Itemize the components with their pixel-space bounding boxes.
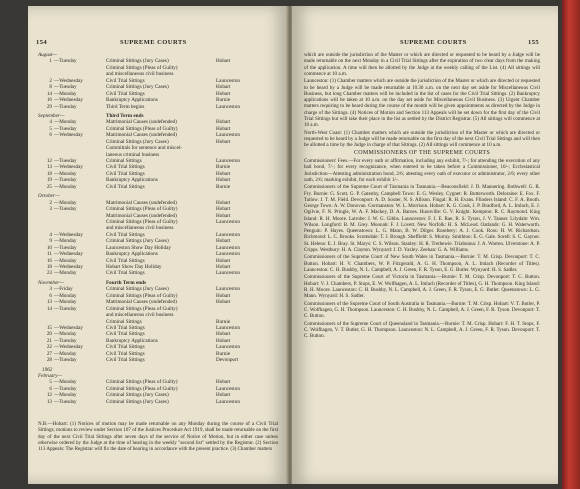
schedule-place: Hobart — [216, 170, 231, 177]
schedule-event: Civil Trial Sittings — [106, 331, 145, 338]
schedule-event: Civil Trial Sittings — [106, 270, 145, 277]
schedule-weekday: —Tuesday — [54, 206, 77, 213]
schedule-weekday: —Tuesday — [54, 84, 77, 91]
schedule-place: Hobart — [216, 238, 231, 245]
schedule-place: Hobart — [216, 264, 231, 270]
schedule-day: 27 — [46, 350, 52, 357]
schedule-weekday: —Tuesday — [54, 385, 77, 392]
schedule-weekday: —Wednesday — [54, 264, 83, 270]
schedule-event: Criminal Sittings (Jury Cases) — [106, 392, 169, 399]
schedule-weekday: —Monday — [54, 299, 77, 306]
schedule-event: Criminal Sittings (Jury Cases) — [106, 398, 169, 405]
schedule-day: 13 — [46, 398, 52, 405]
schedule-day: 6 — [49, 132, 52, 139]
schedule-place: Hobart — [216, 84, 231, 91]
schedule-weekday: —Monday — [54, 170, 77, 177]
schedule-weekday: —Monday — [54, 392, 77, 399]
schedule-place: Launceston — [216, 231, 240, 238]
schedule-place: Launceston — [216, 286, 240, 293]
schedule-day: 11 — [47, 251, 52, 258]
schedule-event: laneous criminal business — [106, 151, 160, 158]
schedule-day: 25 — [46, 183, 52, 190]
schedule-event: Civil Trial Sittings — [106, 231, 145, 238]
schedule-event: and miscellaneous civil business — [106, 225, 174, 232]
schedule-day: 22 — [46, 344, 52, 351]
schedule-place: Burnie — [216, 350, 231, 357]
left-page-number: 154 — [36, 39, 48, 46]
year-heading: 1962 — [42, 366, 53, 373]
schedule-place: Launceston — [216, 132, 240, 139]
schedule-weekday: —Monday — [54, 331, 77, 338]
hobart-notes-text: N.B.—Hobart: (1) Notices of motion may be made returnable on any Monday during the course of a Civil Trial Sittings; motions to review under Section 107 of the Justices Procedure Act 1919, shall be made returnable on the first day of the next Civil Trial Sittings after seven days of the service of Notice of Motion, but in either case unless otherwise ordered by the Judge at the time of hearing in the weekly "second list" settled by the Registrar. (2) Section 113 Appeals: The Registrar will fix the date of hearing in accordance with the present practice. (3) Chamber matters — [38, 421, 278, 452]
schedule-day: 1 — [49, 58, 52, 65]
schedule-place: Launceston — [216, 244, 240, 251]
schedule-event: Third Term begins — [106, 103, 145, 110]
schedule-event: Committals for sentence and miscel- — [106, 145, 183, 152]
schedule-day: 29 — [46, 103, 52, 110]
schedule-event: Matrimonial Causes (undefended) — [106, 199, 177, 206]
chamber-matters-hobart: which are outside the jurisdiction of the Master or which are directed or requested to be heard by a Judge will be made returnable on the next Monday in a Civil Trial Sittings after the expiration of two clear days from the making of the application. A time will then be allotted by the Judge at the weekly calling of the List. (4) All sittings will commence at 10 a.m. — [304, 52, 540, 77]
schedule-weekday: —Monday — [54, 199, 77, 206]
schedule-event: Criminal Sittings (Jury Cases) — [106, 58, 169, 65]
schedule-event: Criminal Sittings (Pleas of Guilty) — [106, 64, 178, 71]
red-book-edge — [562, 0, 580, 489]
schedule-weekday: —Tuesday — [54, 177, 77, 184]
schedule-day: 28 — [46, 357, 52, 364]
schedule-event: Criminal Sittings — [106, 318, 142, 325]
schedule-event: Criminal Sittings (Jury Cases) — [106, 84, 169, 91]
schedule-event: Criminal Sittings (Pleas of Guilty) — [106, 206, 178, 213]
schedule-event: Matrimonial Causes (undefended) — [106, 132, 177, 139]
schedule-place: Hobart — [216, 392, 231, 399]
schedule-place: Hobart — [216, 257, 231, 264]
schedule-place: Launceston — [216, 77, 240, 84]
schedule-event: Criminal Sittings (Pleas of Guilty) — [106, 292, 178, 299]
month-heading: February— — [38, 373, 63, 379]
north-west-coast-notes: North-West Coast: (1) Chamber matters which are outside the jurisdiction of the Master or which are directed or requested to be heard by a Judge will be made returnable on the first day of the next Civil Trial Sittings and will then be allotted a time by the Judge in charge of that Sittings. (2) All sittings will commence at 10 a.m. — [304, 129, 540, 149]
schedule-day: 16 — [46, 257, 52, 264]
schedule-day: 3 — [49, 286, 52, 293]
schedule-event: Civil Trial Sittings — [106, 164, 145, 171]
schedule-weekday: —Tuesday — [54, 103, 77, 110]
schedule-place: Burnie — [216, 164, 231, 171]
schedule-event: Criminal Sittings — [106, 158, 142, 164]
schedule-day: 12 — [46, 158, 52, 164]
month-heading: October— — [38, 193, 60, 200]
launceston-notes: Launceston: (1) Chamber matters which are outside the jurisdiction of the Master or which are directed or requested to be heard by a Judge will be made returnable at 10.30 a.m. on the next day set aside for Miscellaneous Civil Business, but long Chamber matters will be included in the list of cases for the Civil Trial Sittings. (2) Bankruptcy applications will be taken at 10 a.m. on the day set aside for Miscellaneous Civil Business. (3) Urgent Chamber matters requiring to be heard during the course of the month will be given appointments as directed by the Judge in charge of the Sittings. (4) Notices of Motion and Section 113 Appeals will be set down for the first day of the Civil Trial Sittings but will take their place in the list as settled by the District Registrar. (5) All sittings will commence at 10 a.m. — [304, 78, 540, 129]
schedule-day: 8 — [49, 84, 52, 91]
schedule-day: 21 — [46, 337, 52, 344]
month-heading: November— — [38, 279, 64, 286]
schedule-place: Hobart — [216, 379, 231, 386]
schedule-event: Civil Trial Sittings — [106, 357, 145, 364]
schedule-place: Launceston — [216, 385, 240, 392]
schedule-weekday: —Wednesday — [54, 231, 83, 238]
schedule-place: Devonport — [216, 357, 239, 364]
schedule-day: 6 — [49, 385, 52, 392]
schedule-place: Burnie — [216, 97, 231, 104]
schedule-event: Civil Trial Sittings — [106, 344, 145, 351]
schedule-day: 3 — [49, 206, 52, 213]
schedule-place: Burnie — [216, 183, 231, 190]
schedule-weekday: —Wednesday — [54, 251, 83, 258]
schedule-day: 4 — [49, 119, 52, 126]
schedule-day: 4 — [49, 231, 52, 238]
schedule-place: Hobart — [216, 199, 231, 206]
schedule-event: Criminal Sittings (Pleas of Guilty) — [106, 379, 178, 386]
schedule-day: 19 — [46, 177, 52, 184]
schedule-place: Hobart — [216, 90, 231, 97]
schedule-event: Civil Trial Sittings — [106, 350, 145, 357]
schedule-weekday: —Tuesday — [54, 158, 77, 164]
commissioners-fees: Commissioners' Fees.—For every oath or affirmation, including any exhibit, 7/-; for attending the execution of any bail bond, 7/-; for every recognizance, when entered to be taken before a Commissioner, 10/-; Ecclesiastical Jurisdiction—Attesting administration bond, 2/6; attesting every oath of executor or administrator, 2/6; every other oath, 2/6; marking exhibit, for each exhibit 1/-. — [304, 158, 540, 183]
schedule-weekday: —Monday — [54, 379, 77, 386]
schedule-event: Matrimonial Causes (undefended) — [106, 119, 177, 126]
schedule-event: Bankruptcy Applications — [106, 337, 158, 344]
schedule-event: Matrimonial Causes (undefended) — [106, 212, 177, 219]
commissioners-nsw: Commissioners of the Supreme Court of New South Wales in Tasmania.—Burnie: T. M. Crisp. Devonport: T. C. Button. Hobart: H. V. Chambers, W. P. Fitzgerald, A. G. H. Thompson, A. L. Imlach (Recorder of Titles). Launceston: C. H. Bushby, N. L. Campbell, A. J. Green, F. R. Tyson, E. G. Butler. Wynyard: H. S. Sadler. — [304, 254, 540, 273]
schedule-event: Criminal Sittings (Jury Cases) — [106, 238, 169, 245]
schedule-event: Bankruptcy Applications — [106, 97, 158, 104]
schedule-day: 2 — [49, 199, 52, 206]
schedule-place: Launceston — [216, 218, 240, 225]
schedule-place: Hobart — [216, 212, 231, 219]
schedule-weekday: —Monday — [54, 257, 77, 264]
court-schedule — [38, 52, 283, 405]
schedule-day: 13 — [46, 299, 52, 306]
schedule-day: 13 — [46, 164, 52, 171]
schedule-row — [38, 399, 283, 405]
schedule-weekday: —Tuesday — [54, 305, 77, 312]
schedule-event: Criminal Sittings (Pleas of Guilty) — [106, 125, 178, 132]
term-heading: Third Term ends — [106, 112, 144, 119]
commissioners-tasmania: Commissioners of the Supreme Court of Tasmania in Tasmania.—Beaconsfield: J. D. Mannering. Bothwell: G. R. Fry. Burnie: G. Scott, G. P. Gatenby, Campbell Town: E. G. Wesley. Cygnet: R. Butterworth. Deloraine: E. Fox. F. Tatlow. J. T. M. Field. Devonport: A. D. Souter, N. S. Allison. Fingal: R. H. Evans. Flinders Island: C. F. A. Booth. George Town: A. W. Donovan. Gormanston: W. L. Morrison. Hobart: K. G. Cook, J. P. Bradford, A. L. Imlach, E. J. Ogilvie, F. N. Pringle, W. A. F. Mackey, D. A. Barnes. Huonville: G. V. Knight. Kempton: R. C. Raymond. King Island: R. H. Moore. Latrobe: J. W. G. Gibbs. Launceston: F. J. E. Rae, R. S. Tyson, J. V. Tanner. Lilydale: Wm. Wilson. Longford: B. M. Grey. Moonah: F. J. Lovett. New Norfolk: H. S. McLeod. Oatlands: G. H. Waterworth. Penguin: P. Hayes. Queenstown: L. G. Mann, B. W. Dilger. Rosebery: A. J. Cook. Ross: H. W. Richardson. Richmond: L. C. Brooks. Scottsdale: T. J. Brough. Sheffield: S. Murray. Smithton: E. G. Gale. Sorell: S. C. Gaynor. St. Helens: E. J. Bray. St. Marys: C. S. Wilson. Stanley: H. R. Trethewie. Triabunna: J. A. Warren. Ulverstone: A. P. Cripps. Westbury: H. A. Clayton. Wynyard: J. D. Yaxley. Zeehan: G. A. Williams. — [304, 184, 540, 253]
schedule-weekday: —Wednesday — [54, 77, 83, 84]
schedule-day: 6 — [49, 292, 52, 299]
schedule-event: Civil Trial Sittings — [106, 90, 145, 97]
schedule-place: Hobart — [216, 177, 231, 184]
schedule-event: and miscellaneous civil business — [106, 71, 174, 78]
schedule-weekday: —Wednesday — [54, 344, 83, 351]
schedule-weekday: —Monday — [54, 270, 77, 277]
schedule-weekday: —Wednesday — [54, 132, 83, 139]
schedule-weekday: —Monday — [54, 292, 77, 299]
commissioners-queensland: Commissioners of the Supreme Court of Queensland in Tasmania.—Burnie: T. M. Crisp. Hobart: F. H. T. Stops, F. C. Wolfhagen, V. T. Butler, G. H. Thompson. Launceston: N. L. Campbell, A. J. Green, F. R. Tyson. Devonport: T. C. Button. — [304, 320, 540, 340]
schedule-event: Bankruptcy Applications — [106, 251, 158, 258]
schedule-event: Criminal Sittings (Pleas of Guilty) — [106, 305, 178, 312]
schedule-place: Hobart — [216, 206, 231, 213]
schedule-weekday: —Monday — [54, 119, 77, 126]
schedule-day: 5 — [49, 125, 52, 132]
schedule-place: Hobart — [216, 331, 231, 338]
schedule-event: Hobart Show Day Holiday — [106, 264, 162, 270]
schedule-weekday: —Tuesday — [54, 244, 77, 251]
month-heading: September— — [38, 112, 65, 119]
schedule-weekday: —Tuesday — [54, 398, 77, 405]
schedule-weekday: —Tuesday — [54, 58, 77, 65]
schedule-event: Criminal Sittings (Jury Cases) — [106, 286, 169, 293]
schedule-day: 23 — [46, 270, 52, 277]
schedule-day: 9 — [49, 238, 52, 245]
schedule-day: 18 — [46, 170, 52, 177]
schedule-event: Civil Trial Sittings — [106, 183, 145, 190]
schedule-day: 16 — [46, 97, 52, 104]
schedule-weekday: —Tuesday — [54, 337, 77, 344]
schedule-place: Hobart — [216, 299, 231, 306]
schedule-event: Criminal Sittings (Pleas of Guilty) — [106, 218, 178, 225]
month-heading: August— — [38, 52, 58, 58]
schedule-place: Hobart — [216, 292, 231, 299]
schedule-place: Hobart — [216, 58, 231, 65]
schedule-day: 14 — [46, 305, 52, 312]
commissioners-victoria: Commissioners of the Supreme Court of Victoria in Tasmania.—Burnie: T. M. Crisp. Devonport: T. C. Button. Hobart: V. J. Chambers, P. Stops, E. W. Wolfhagen, A. L. Imlach (Recorder of Titles), G. H. Thompson. King Island: R. H. Moore. Launceston: C. H. Bushby, N. L. Campbell, A. J. Green, F. R. Tyson, E. G. Butler. Queenstown: L. G. Mann. Wynyard: H. S. Sadler. — [304, 274, 540, 300]
right-page-number: 155 — [528, 39, 540, 46]
schedule-event: Civil Trial Sittings — [106, 257, 145, 264]
schedule-weekday: —Tuesday — [54, 357, 77, 364]
schedule-day: 20 — [46, 331, 52, 338]
schedule-place: Launceston — [216, 103, 240, 110]
schedule-weekday: —Wednesday — [54, 324, 83, 331]
schedule-place: Launceston — [216, 344, 240, 351]
schedule-day: 15 — [46, 324, 52, 331]
term-heading: Fourth Term ends — [106, 279, 147, 286]
schedule-event: Civil Trial Sittings — [106, 77, 145, 84]
hobart-notes — [38, 421, 278, 454]
left-running-head: SUPREME COURTS — [120, 39, 187, 46]
schedule-day: 10 — [46, 244, 52, 251]
schedule-place: Launceston — [216, 398, 240, 405]
schedule-place: Hobart — [216, 138, 231, 145]
schedule-place: Launceston — [216, 251, 240, 258]
schedule-event: Civil Trial Sittings — [106, 170, 145, 177]
schedule-day: 14 — [46, 90, 52, 97]
schedule-event: Civil Trial Sittings — [106, 324, 145, 331]
schedule-place: Launceston — [216, 158, 240, 164]
schedule-day: 12 — [46, 392, 52, 399]
schedule-place: Launceston — [216, 270, 240, 277]
schedule-place: Burnie — [216, 318, 231, 325]
schedule-event: Criminal Sittings (Jury Cases) — [106, 138, 169, 145]
schedule-weekday: —Wednesday — [54, 97, 83, 104]
schedule-weekday: —Friday — [54, 286, 73, 293]
schedule-place: Hobart — [216, 125, 231, 132]
schedule-weekday: —Monday — [54, 350, 77, 357]
schedule-day: 2 — [49, 77, 52, 84]
right-page — [292, 6, 558, 484]
schedule-weekday: —Tuesday — [54, 125, 77, 132]
schedule-weekday: —Monday — [54, 183, 77, 190]
schedule-place: Hobart — [216, 337, 231, 344]
schedule-weekday: —Monday — [54, 238, 77, 245]
schedule-day: 18 — [46, 264, 52, 270]
schedule-event: Matrimonial Causes (undefended) — [106, 299, 177, 306]
commissioners-heading: COMMISSIONERS OF THE SUPREME COURTS — [353, 150, 491, 157]
left-page — [28, 6, 288, 484]
schedule-place: Launceston — [216, 324, 240, 331]
schedule-event: Bankruptcy Applications — [106, 177, 158, 184]
commissioners-south-australia: Commissioners of the Supreme Court of South Australia in Tasmania.—Burnie: T. M. Crisp. Hobart: V. T. Butler, P. C. Wolfhagen, G. H. Thompson. Launceston: C. H. Bushby, N. L. Campbell, A. J. Green, F. R. Tyson. Devonport: T. C. Button. — [304, 300, 540, 320]
schedule-day: 5 — [49, 379, 52, 386]
schedule-event: and miscellaneous civil business — [106, 312, 174, 319]
schedule-weekday: —Wednesday — [54, 164, 83, 171]
schedule-event: Criminal Sittings (Pleas of Guilty) — [106, 385, 178, 392]
schedule-event: Launceston Show Day Holiday — [106, 244, 171, 251]
schedule-place: Hobart — [216, 119, 231, 126]
right-page-body — [304, 52, 540, 341]
schedule-weekday: —Monday — [54, 90, 77, 97]
right-running-head: SUPREME COURTS — [400, 39, 467, 46]
